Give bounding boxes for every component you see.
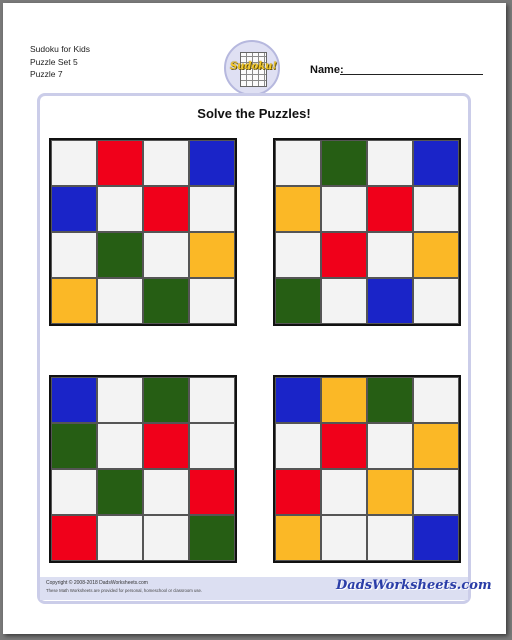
puzzle-cell: [413, 232, 459, 278]
name-label: Name:: [310, 64, 344, 76]
puzzle-cell: [97, 469, 143, 515]
puzzle-cell: [143, 278, 189, 324]
puzzle-cell: [321, 377, 367, 423]
puzzle-cell[interactable]: [321, 278, 367, 324]
puzzle-cell[interactable]: [97, 186, 143, 232]
puzzle-cell: [97, 232, 143, 278]
puzzle-cell[interactable]: [413, 377, 459, 423]
puzzle-cell: [189, 469, 235, 515]
puzzle-cell: [51, 515, 97, 561]
puzzle-cell[interactable]: [321, 186, 367, 232]
puzzle-cell[interactable]: [367, 140, 413, 186]
puzzle-grid-3: [49, 375, 237, 563]
puzzle-cell[interactable]: [321, 469, 367, 515]
puzzle-number-label: Puzzle 7: [30, 69, 63, 79]
puzzle-cell: [413, 140, 459, 186]
puzzle-cell: [275, 278, 321, 324]
puzzle-cell: [51, 377, 97, 423]
puzzle-cell: [367, 186, 413, 232]
puzzle-cell: [321, 140, 367, 186]
puzzle-cell[interactable]: [275, 423, 321, 469]
puzzle-cell[interactable]: [275, 140, 321, 186]
puzzle-cell[interactable]: [143, 232, 189, 278]
puzzle-cell[interactable]: [51, 140, 97, 186]
puzzle-cell[interactable]: [189, 278, 235, 324]
puzzle-cell[interactable]: [143, 140, 189, 186]
puzzle-cell: [189, 515, 235, 561]
puzzle-cell: [367, 377, 413, 423]
puzzle-cell[interactable]: [51, 469, 97, 515]
copyright-text: Copyright © 2008-2018 DadsWorksheets.com: [46, 580, 148, 586]
puzzle-cell[interactable]: [367, 423, 413, 469]
puzzle-cell[interactable]: [97, 377, 143, 423]
puzzle-cell: [51, 186, 97, 232]
page-title: Solve the Puzzles!: [197, 106, 311, 121]
puzzle-cell[interactable]: [275, 232, 321, 278]
sudoku-seal-logo: [224, 40, 280, 96]
puzzle-cell[interactable]: [367, 232, 413, 278]
puzzle-cell[interactable]: [143, 515, 189, 561]
puzzle-cell: [275, 515, 321, 561]
puzzle-cell: [97, 140, 143, 186]
puzzle-cell: [143, 186, 189, 232]
puzzle-cell: [189, 140, 235, 186]
puzzle-set-label: Puzzle Set 5: [30, 57, 78, 67]
puzzle-cell[interactable]: [51, 232, 97, 278]
puzzle-cell[interactable]: [97, 515, 143, 561]
seal-word: Sudoku!: [230, 61, 277, 72]
puzzle-cell: [413, 515, 459, 561]
puzzle-cell[interactable]: [189, 423, 235, 469]
puzzle-cell[interactable]: [413, 278, 459, 324]
puzzle-grid-1: [49, 138, 237, 326]
puzzle-cell: [51, 278, 97, 324]
puzzle-cell: [367, 278, 413, 324]
puzzle-cell[interactable]: [97, 278, 143, 324]
puzzle-cell: [275, 469, 321, 515]
puzzle-cell[interactable]: [189, 186, 235, 232]
dadsworksheets-logo: DadsWorksheets.com: [336, 578, 492, 593]
puzzle-cell[interactable]: [143, 469, 189, 515]
puzzle-cell[interactable]: [413, 469, 459, 515]
puzzle-cell[interactable]: [189, 377, 235, 423]
puzzle-cell: [321, 423, 367, 469]
name-line[interactable]: [340, 74, 483, 75]
puzzle-grid-4: [273, 375, 461, 563]
puzzle-cell: [367, 469, 413, 515]
puzzle-cell[interactable]: [367, 515, 413, 561]
usage-note: These Math Worksheets are provided for personal, homeschool or classroom use.: [46, 588, 203, 593]
puzzle-cell: [413, 423, 459, 469]
puzzle-cell: [143, 423, 189, 469]
puzzle-grid-2: [273, 138, 461, 326]
puzzle-cell: [275, 186, 321, 232]
worksheet-title: Sudoku for Kids: [30, 44, 91, 54]
puzzle-cell[interactable]: [321, 515, 367, 561]
puzzle-cell: [321, 232, 367, 278]
puzzle-cell: [189, 232, 235, 278]
puzzle-cell[interactable]: [413, 186, 459, 232]
puzzle-cell: [143, 377, 189, 423]
puzzle-cell: [51, 423, 97, 469]
puzzle-cell: [275, 377, 321, 423]
puzzle-cell[interactable]: [97, 423, 143, 469]
